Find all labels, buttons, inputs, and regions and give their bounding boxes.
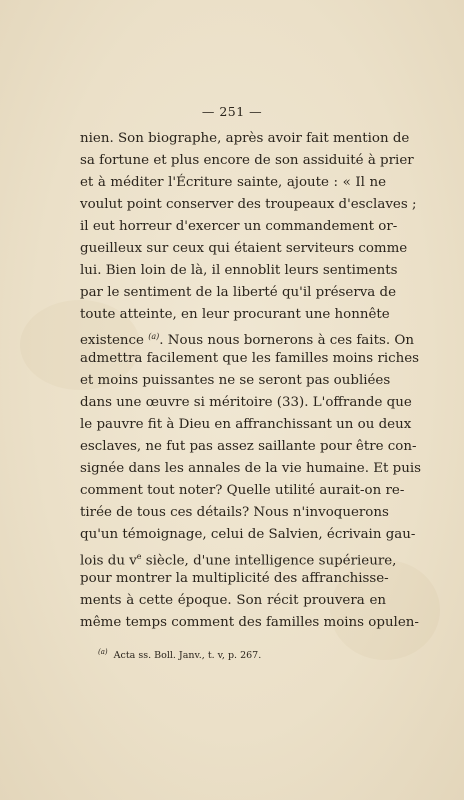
text-line: nien. Son biographe, après avoir fait mention de	[80, 131, 410, 146]
text-line: et moins puissantes ne se seront pas oubliées	[80, 373, 391, 388]
text-line: pour montrer la multiplicité des affranchisse-	[80, 571, 389, 586]
text-line: toute atteinte, en leur procurant une honnête	[80, 307, 390, 322]
text-line: il eut horreur d'exercer un commandement or-	[80, 219, 398, 234]
page-number: — 251 —	[201, 104, 263, 119]
footnote-mark: (a)	[98, 648, 108, 656]
text-line: même temps comment des familles moins opulen-	[80, 615, 419, 630]
text-segment: lois du v	[80, 553, 137, 569]
text-line: par le sentiment de la liberté qu'il préserva de	[80, 285, 397, 300]
text-line: voulut point conserver des troupeaux d'esclaves ;	[80, 197, 417, 212]
text-line: qu'un témoignage, celui de Salvien, écrivain gau-	[80, 527, 416, 542]
text-line: comment tout noter? Quelle utilité aurait-on re-	[80, 483, 405, 498]
footnote-text: Acta ss. Boll. Janv., t. v, p. 267.	[113, 650, 262, 661]
text-line: lui. Bien loin de là, il ennoblit leurs sentiments	[80, 263, 398, 278]
footnote	[98, 648, 261, 661]
body-text	[80, 128, 421, 634]
text-line: dans une œuvre si méritoire (33). L'offrande que	[80, 395, 412, 410]
text-line	[80, 546, 397, 569]
text-line	[80, 326, 414, 348]
text-segment: . Nous nous bornerons à ces faits. On	[159, 333, 414, 348]
superscript: e	[136, 552, 142, 561]
text-line: le pauvre fit à Dieu en affranchissant un ou deux	[80, 417, 412, 432]
text-line: sa fortune et plus encore de son assiduité à prier	[80, 153, 414, 168]
footnote-reference[interactable]: (a)	[148, 332, 160, 341]
text-line: admettra facilement que les familles moins riches	[80, 351, 420, 366]
text-line: et à méditer l'Écriture sainte, ajoute : « Il ne	[80, 175, 386, 190]
text-line: signée dans les annales de la vie humaine. Et puis	[80, 461, 421, 476]
text-line: tirée de tous ces détails? Nous n'invoquerons	[80, 505, 389, 520]
text-line: ments à cette époque. Son récit prouvera en	[80, 593, 386, 608]
text-line: esclaves, ne fut pas assez saillante pour être con-	[80, 439, 417, 454]
text-segment: existence	[80, 333, 144, 348]
text-line: gueilleux sur ceux qui étaient serviteurs comme	[80, 241, 408, 256]
text-segment: siècle, d'une intelligence supérieure,	[141, 553, 397, 569]
